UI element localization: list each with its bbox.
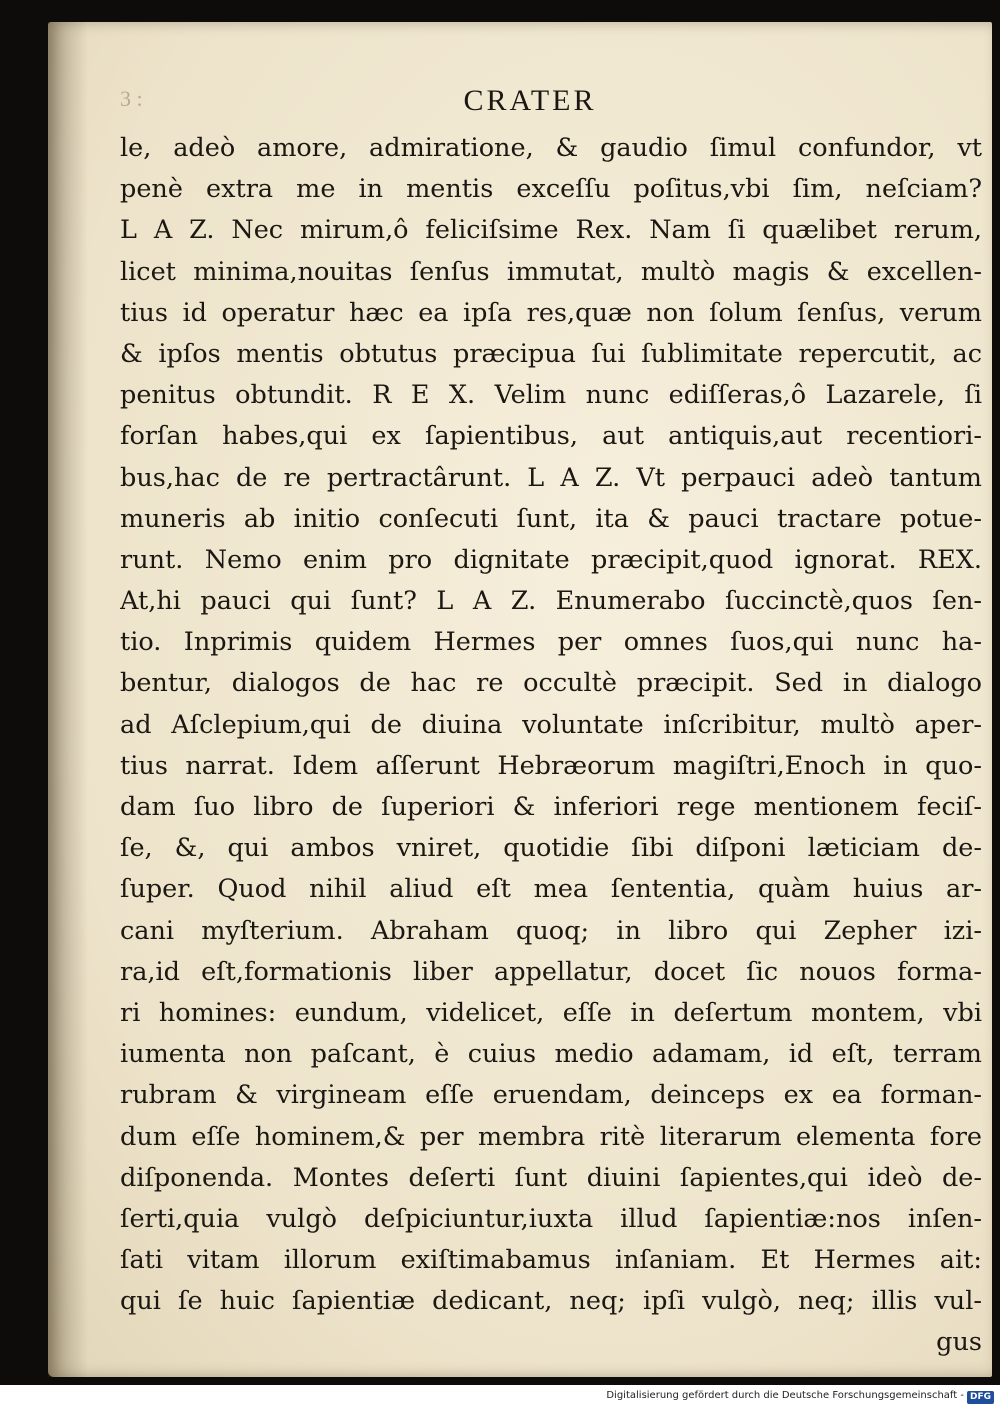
text-line: gus bbox=[936, 1327, 982, 1358]
running-head: CRATER bbox=[463, 84, 597, 117]
text-line: rubram & virgineam eſſe eruendam, deinceps ex ea forman- bbox=[120, 1080, 982, 1111]
text-line: bentur, dialogos de hac re occultè præcipit. Sed in dialogo bbox=[120, 668, 982, 699]
footer-credit: Digitalisierung gefördert durch die Deutsche Forschungsgemeinschaft - bbox=[606, 1390, 964, 1401]
text-line: dum eſſe hominem,& per membra ritè literarum elementa fore bbox=[120, 1121, 982, 1152]
text-line: runt. Nemo enim pro dignitate præcipit,quod ignorat. REX. bbox=[120, 544, 982, 575]
folio-bleedthrough: 3 : bbox=[120, 86, 143, 111]
text-line: cani myſterium. Abraham quoq; in libro qui Zepher izi- bbox=[120, 915, 982, 946]
text-line: ad Aſclepium,qui de diuina voluntate inſcribitur, multò aper- bbox=[120, 709, 982, 740]
text-line: L A Z. Nec mirum,ô feliciſsime Rex. Nam ſi quælibet rerum, bbox=[120, 215, 982, 246]
text-line: penè extra me in mentis exceſſu poſitus,vbi ſim, neſciam? bbox=[120, 174, 982, 205]
dfg-logo: DFG bbox=[967, 1391, 994, 1404]
text-line: At,hi pauci qui ſunt? L A Z. Enumerabo ſuccinctè,quos ſen- bbox=[120, 586, 982, 617]
text-line: ſuper. Quod nihil aliud eſt mea ſententia, quàm huius ar- bbox=[120, 874, 982, 905]
text-line: ſe, &, qui ambos vniret, quotidie ſibi diſponi læticiam de- bbox=[120, 833, 982, 864]
text-line: diſponenda. Montes deſerti ſunt diuini ſapientes,qui ideò de- bbox=[120, 1162, 982, 1193]
text-line: ſerti,quia vulgò deſpiciuntur,iuxta illud ſapientiæ:nos inſen- bbox=[120, 1203, 982, 1234]
gutter-shadow bbox=[48, 22, 88, 1377]
footer-bar bbox=[0, 1388, 1000, 1408]
text-line: muneris ab initio conſecuti ſunt, ita & pauci tractare potue- bbox=[120, 503, 982, 534]
text-line: qui ſe huic ſapientiæ dedicant, neq; ipſi vulgò, neq; illis vul- bbox=[120, 1286, 982, 1317]
text-line: licet minima,nouitas ſenſus immutat, multò magis & excellen- bbox=[120, 256, 982, 287]
text-line: & ipſos mentis obtutus præcipua ſui ſublimitate repercutit, ac bbox=[120, 338, 982, 369]
text-line: iumenta non paſcant, è cuius medio adamam, id eſt, terram bbox=[120, 1039, 982, 1070]
text-line: le, adeò amore, admiratione, & gaudio ſimul confundor, vt bbox=[120, 133, 982, 163]
body-text bbox=[120, 128, 982, 1364]
text-line: ra,id eſt,formationis liber appellatur, docet ſic nouos forma- bbox=[120, 956, 982, 987]
text-line: tius id operatur hæc ea ipſa res,quæ non ſolum ſenſus, verum bbox=[120, 297, 982, 328]
text-line: dam ſuo libro de ſuperiori & inferiori rege mentionem feciſ- bbox=[120, 792, 982, 822]
text-line: ri homines: eundum, videlicet, eſſe in deſertum montem, vbi bbox=[120, 997, 982, 1028]
text-line: tius narrat. Idem aſſerunt Hebræorum magiſtri,Enoch in quo- bbox=[120, 750, 982, 781]
text-line: penitus obtundit. R E X. Velim nunc ediſſeras,ô Lazarele, ſi bbox=[120, 380, 982, 411]
text-line: tio. Inprimis quidem Hermes per omnes ſuos,qui nunc ha- bbox=[120, 627, 982, 658]
text-line: bus,hac de re pertractârunt. L A Z. Vt perpauci adeò tantum bbox=[120, 462, 982, 493]
text-line: forſan habes,qui ex ſapientibus, aut antiquis,aut recentiori- bbox=[120, 421, 982, 452]
text-line: ſati vitam illorum exiſtimabamus inſaniam. Et Hermes ait: bbox=[120, 1245, 982, 1276]
